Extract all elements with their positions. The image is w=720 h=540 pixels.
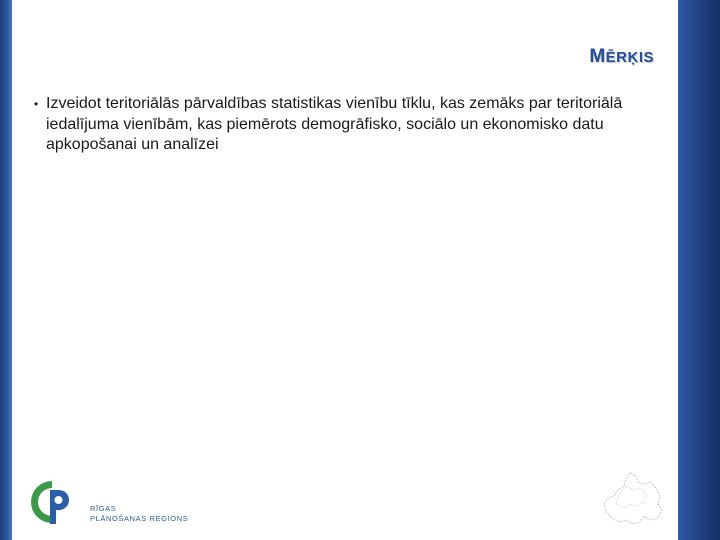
slide-content <box>34 94 634 156</box>
logo-text-line1: RĪGAS <box>90 504 117 513</box>
slide-title-cap: M <box>589 46 606 67</box>
logo-mark-icon <box>28 478 80 528</box>
bullet-dot-icon: • <box>34 97 39 111</box>
slide-title-rest: ĒRĶIS <box>605 49 654 66</box>
organization-logo <box>28 478 198 528</box>
bullet-text: Izveidot teritoriālās pārvaldības statistikas vienību tīklu, kas zemāks par teritoriālā iedalījuma vienībām, kas piemērots demogrāfisko, sociālo un ekonomisko datu apkopošanai un analīzei <box>46 95 623 153</box>
region-map-icon <box>600 470 664 526</box>
left-accent-bar <box>0 0 12 540</box>
bullet-item <box>34 94 634 156</box>
logo-text <box>90 504 188 524</box>
logo-text-line2: PLĀNOŠANAS REĢIONS <box>90 514 189 523</box>
right-accent-bar <box>678 0 720 540</box>
slide-title <box>589 46 654 68</box>
